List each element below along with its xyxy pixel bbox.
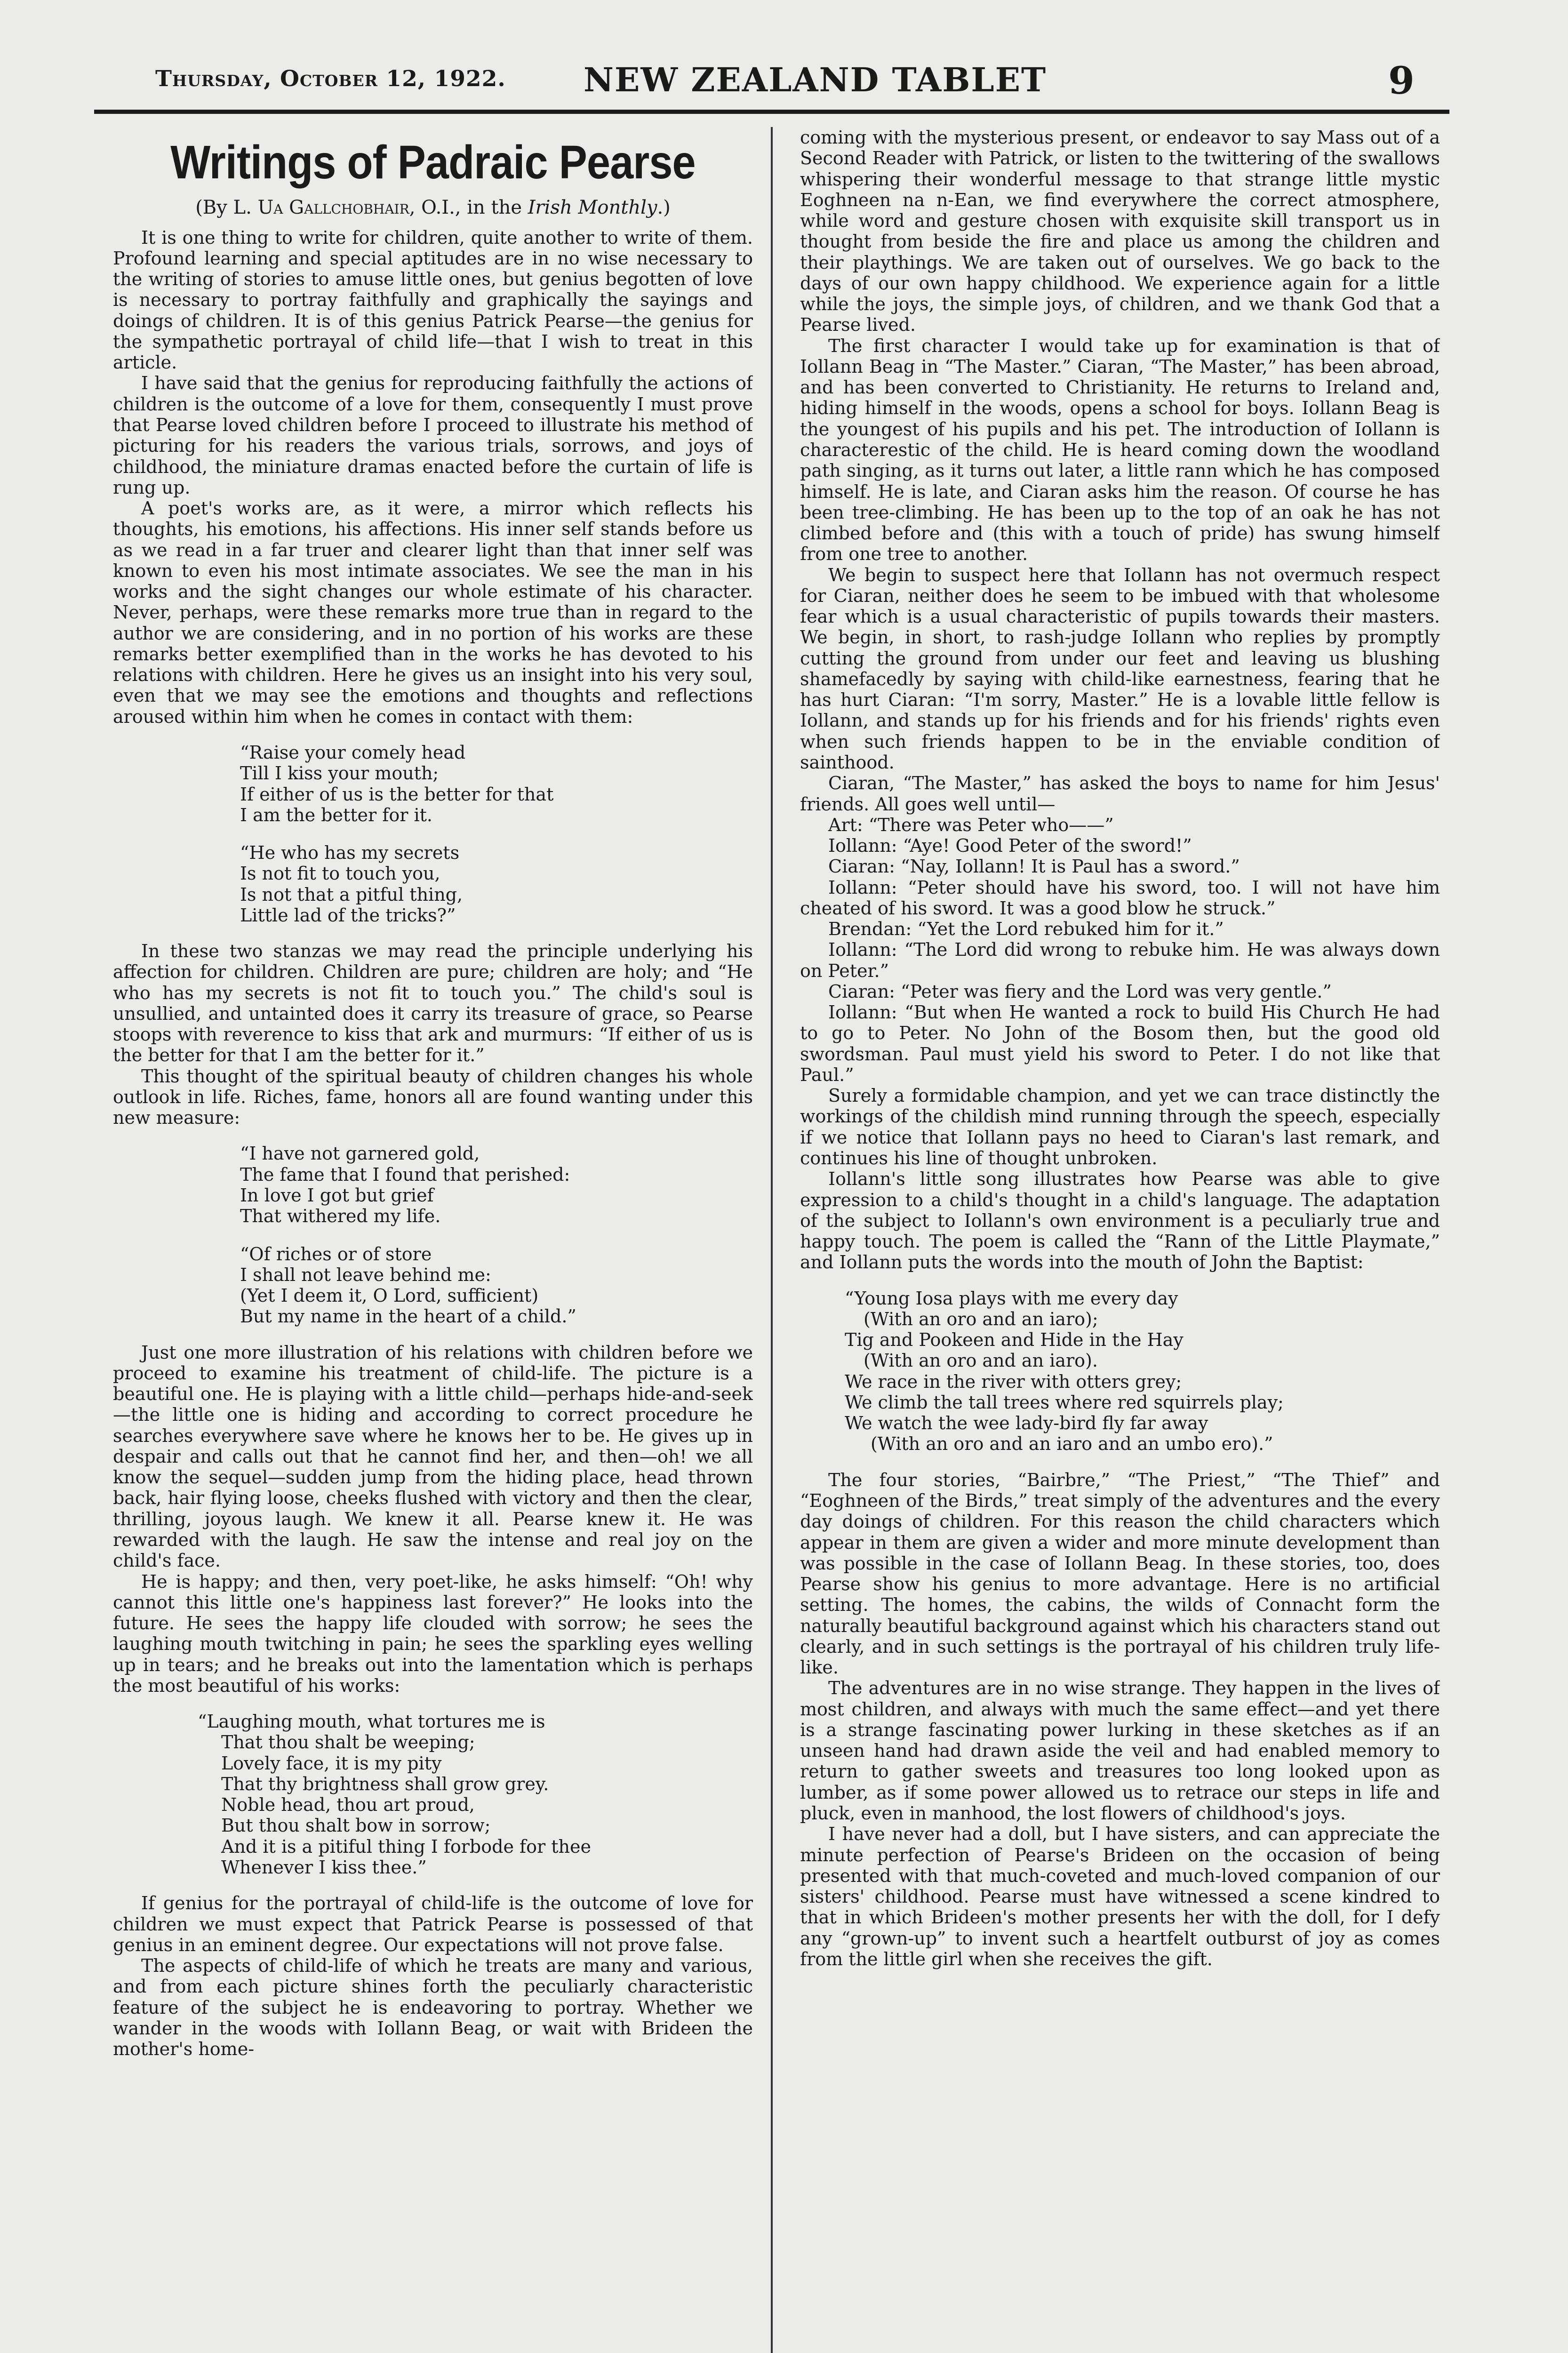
- article-byline: (By L. Ua Gallchobhair, O.I., in the Irish Monthly.): [195, 197, 671, 218]
- poem-raise-your-comely-head: [113, 742, 753, 926]
- article-column-left: [113, 127, 753, 2353]
- paragraph: Ciaran, “The Master,” has asked the boys to name for him Jesus' friends. All goes well until—: [800, 773, 1440, 815]
- dialogue-line: Iollann: “Peter should have his sword, too. I will not have him cheated of his sword. It was a good blow he struck.”: [800, 877, 1440, 919]
- source-publication: Irish Monthly: [528, 197, 657, 218]
- poem-line: Is not that a pitful thing,: [240, 884, 463, 905]
- paragraph: Surely a formidable champion, and yet we can trace distinctly the workings of the childish mind running through the speech, especially if we notice that Iollann pays no heed to Ciaran's last remark, and continues his line of thought unbroken.: [800, 1085, 1440, 1169]
- poem-line: “I have not garnered gold,: [240, 1143, 480, 1164]
- paragraph: In these two stanzas we may read the principle underlying his affection for children. Children are pure; children are holy; and “He who has my secrets is not fit to touch you.” The child's soul is unsullied, and untainted does it carry its treasure of grace, so Pearse stoops with reverence to kiss that ark and murmurs: “If either of us is the better for that I am the better for it.”: [113, 941, 753, 1066]
- poem-line: (With an oro and an iaro).: [864, 1350, 1098, 1371]
- paragraph: The aspects of child-life of which he treats are many and various, and from each picture shines forth the peculiarly characteristic feature of the subject he is endeavoring to portray. Whether we wander in the woods with Iollann Beag, or wait with Brideen the mother's home-: [113, 1955, 753, 2060]
- paragraph: We begin to suspect here that Iollann has not overmuch respect for Ciaran, neither does he seem to be imbued with that wholesome fear which is a usual characteristic of pupils towards their masters. We begin, in short, to rash-judge Iollann who replies by promptly cutting the ground from under our feet and leaving us blushing shamefacedly by saying with child-like earnestness, fearing that he has hurt Ciaran: “I'm sorry, Master.” He is a lovable little fellow is Iollann, and stands up for his friends and for his friends' rights even when such friends happen to be in the enviable condition of sainthood.: [800, 564, 1440, 773]
- poem-line: (Yet I deem it, O Lord, sufficient): [240, 1285, 539, 1306]
- poem-line: We race in the river with otters grey;: [845, 1371, 1182, 1392]
- poem-line: The fame that I found that perished:: [240, 1164, 570, 1185]
- paragraph: He is happy; and then, very poet-like, he asks himself: “Oh! why cannot this little one's happiness last forever?” He looks into the future. He sees the happy life clouded with sorrow; he sees the laughing mouth twitching in pain; he sees the sparkling eyes welling up in tears; and he breaks out into the lamentation which is perhaps the most beautiful of his works:: [113, 1571, 753, 1696]
- poem-line: That thou shalt be weeping;: [221, 1732, 475, 1753]
- article-column-right: [800, 127, 1440, 2353]
- poem-line: That withered my life.: [240, 1206, 441, 1227]
- publication-title: NEW ZEALAND TABLET: [584, 60, 1047, 99]
- paragraph: If genius for the portrayal of child-life is the outcome of love for children we must expect that Patrick Pearse is possessed of that genius in an eminent degree. Our expectations will not prove false.: [113, 1893, 753, 1955]
- poem-line: “Of riches or of store: [240, 1243, 432, 1265]
- poem-line: Is not fit to touch you,: [240, 863, 440, 884]
- poem-stanza: [113, 842, 753, 926]
- article-title: Writings of Padraic Pearse: [170, 136, 696, 189]
- poem-line: And it is a pitiful thing I forbode for thee: [221, 1836, 591, 1857]
- author-name: Ua Gallchobhair: [257, 197, 409, 218]
- page-number: 9: [1388, 58, 1415, 103]
- paragraph: Just one more illustration of his relations with children before we proceed to examine his treatment of child-life. The picture is a beautiful one. He is playing with a little child—perhaps hide-and-seek—the little one is hiding and according to correct procedure he searches everywhere save where he knows her to be. He gives up in despair and calls out that he cannot find her, and then—oh! we all know the sequel—sudden jump from the hiding place, head thrown back, hair flying loose, cheeks flushed with victory and then the clear, thrilling, joyous laugh. We knew it all. Pearse knew it. He was rewarded with the laugh. He saw the intense and real joy on the child's face.: [113, 1342, 753, 1571]
- dialogue-line: Brendan: “Yet the Lord rebuked him for it.”: [828, 919, 1224, 940]
- dialogue-line: Iollann: “The Lord did wrong to rebuke him. He was always down on Peter.”: [800, 939, 1440, 981]
- paragraph: The four stories, “Bairbre,” “The Priest,” “The Thief” and “Eoghneen of the Birds,” treat simply of the adventures and the every day doings of children. For this reason the child characters which appear in them are given a wider and more minute development than was possible in the case of Iollann Beag. In these stories, too, does Pearse show his genius to more advantage. Here is no artificial setting. The homes, the cabins, the wilds of Connacht form the naturally beautiful background against which his characters stand out clearly, and in such settings is the portrayal of his children truly life-like.: [800, 1469, 1440, 1678]
- poem-line: (With an oro and an iaro);: [864, 1308, 1098, 1329]
- poem-laughing-mouth: [113, 1711, 753, 1878]
- poem-line: That thy brightness shall grow grey.: [221, 1773, 549, 1794]
- paragraph: coming with the mysterious present, or endeavor to say Mass out of a Second Reader with Patrick, or listen to the twittering of the swallows whispering their wonderful message to that strange little mystic Eoghneen na n-Ean, we find everywhere the correct atmosphere, while word and gesture chosen with exquisite skill transport us in thought from beside the fire and place us among the children and their playthings. We are taken out of ourselves. We go back to the days of our own happy childhood. We experience again for a little while the joys, the simple joys, of children, and we thank God that a Pearse lived.: [800, 127, 1440, 336]
- poem-line: Tig and Pookeen and Hide in the Hay: [845, 1329, 1184, 1351]
- dialogue-line: Ciaran: “Peter was fiery and the Lord was very gentle.”: [828, 981, 1332, 1002]
- dialogue-line: Iollann: “But when He wanted a rock to build His Church He had to go to Peter. No John of the Bosom then, but the good old swordsman. Paul must yield his sword to Peter. I do not like that Paul.”: [800, 1002, 1440, 1085]
- poem-line: Till I kiss your mouth;: [240, 763, 439, 784]
- poem-line: Lovely face, it is my pity: [221, 1753, 442, 1774]
- poem-line: (With an oro and an iaro and an umbo ero).”: [871, 1433, 1273, 1455]
- paragraph: I have never had a doll, but I have sisters, and can appreciate the minute perfection of Pearse's Brideen on the occasion of being presented with that much-coveted and much-loved companion of our sisters' childhood. Pearse must have witnessed a scene kindred to that in which Brideen's mother presents her with the doll, for I defy any “grown-up” to invent such a heartfelt outburst of joy as comes from the little girl when she receives the gift.: [800, 1824, 1440, 1969]
- paragraph: This thought of the spiritual beauty of children changes his whole outlook in life. Riches, fame, honors all are found wanting under this new measure:: [113, 1065, 753, 1128]
- paragraph: Iollann's little song illustrates how Pearse was able to give expression to a child's thought in a child's language. The adaptation of the subject to Iollann's own environment is a peculiarly true and happy touch. The poem is called the “Rann of the Little Playmate,” and Iollann puts the words into the mouth of John the Baptist:: [800, 1168, 1440, 1273]
- poem-line: But thou shalt bow in sorrow;: [221, 1815, 491, 1836]
- poem-line: “Raise your comely head: [240, 742, 466, 763]
- dialogue-line: Ciaran: “Nay, Iollann! It is Paul has a sword.”: [828, 856, 1240, 877]
- poem-stanza: [113, 1244, 753, 1327]
- paragraph: A poet's works are, as it were, a mirror which reflects his thoughts, his emotions, his affections. His inner self stands before us as we read in a far truer and clearer light than that inner self was known to even his most intimate associates. We see the man in his works and the sight changes our whole estimate of his character. Never, perhaps, were these remarks more true than in regard to the author we are considering, and in no portion of his works are these remarks better exemplified than in the works he has devoted to his relations with children. Here he gives us an insight into his very soul, even that we may see the emotions and thoughts and reflections aroused within him when he comes in contact with them:: [113, 498, 753, 727]
- paragraph: I have said that the genius for reproducing faithfully the actions of children is the outcome of a love for them, consequently I must prove that Pearse loved children before I proceed to illustrate his method of picturing for his readers the various trials, sorrows, and joys of childhood, the miniature dramas enacted before the curtain of life is rung up.: [113, 373, 753, 498]
- poem-line: We climb the tall trees where red squirrels play;: [845, 1392, 1284, 1413]
- poem-stanza: [113, 1143, 753, 1226]
- dialogue-line: Iollann: “Aye! Good Peter of the sword!”: [828, 835, 1192, 856]
- dialogue-line: Art: “There was Peter who——”: [828, 814, 1114, 835]
- column-divider: [771, 127, 773, 2353]
- poem-line: “He who has my secrets: [240, 842, 460, 864]
- issue-date: Thursday, October 12, 1922.: [155, 66, 506, 92]
- poem-line: “Laughing mouth, what tortures me is: [198, 1711, 545, 1732]
- header-rule: [94, 110, 1449, 114]
- poem-line: I shall not leave behind me:: [240, 1264, 491, 1285]
- paragraph: The adventures are in no wise strange. They happen in the lives of most children, and always with much the same effect—and yet there is a strange fascinating power lurking in these sketches as if an unseen hand had drawn aside the veil and had enabled memory to return to gather sweets and treasures too long looked upon as lumber, as if some power allowed us to retrace our steps in life and pluck, even in manhood, the lost flowers of childhood's joys.: [800, 1678, 1440, 1824]
- poem-stanza: [113, 742, 753, 825]
- poem-line: Noble head, thou art proud,: [221, 1794, 475, 1816]
- poem-line: In love I got but grief: [240, 1185, 434, 1206]
- poem-line: But my name in the heart of a child.”: [240, 1306, 576, 1327]
- poem-line: “Young Iosa plays with me every day: [845, 1288, 1178, 1309]
- poem-line: Little lad of the tricks?”: [240, 904, 456, 926]
- poem-i-have-not-garnered-gold: [113, 1143, 753, 1327]
- poem-line: I am the better for it.: [240, 804, 432, 825]
- poem-line: If either of us is the better for that: [240, 784, 554, 805]
- paragraph: It is one thing to write for children, quite another to write of them. Profound learning and special aptitudes are in no wise necessary to the writing of stories to amuse little ones, but genius begotten of love is necessary to portray faithfully and graphically the sayings and doings of children. It is of this genius Patrick Pearse—the genius for the sympathetic portrayal of child life—that I wish to treat in this article.: [113, 227, 753, 373]
- poem-rann-of-the-little-playmate: [800, 1288, 1440, 1455]
- poem-line: Whenever I kiss thee.”: [221, 1857, 427, 1878]
- paragraph: The first character I would take up for examination is that of Iollann Beag in “The Master.” Ciaran, “The Master,” has been abroad, and has been converted to Christianity. He returns to Ireland and, hiding himself in the woods, opens a school for boys. Iollann Beag is the youngest of his pupils and his pet. The introduction of Iollann is characterestic of the child. He is heard coming down the woodland path singing, as it turns out later, a little rann which he has composed himself. He is late, and Ciaran asks him the reason. Of course he has been tree-climbing. He has been up to the top of an oak he has not climbed before and (this with a touch of pride) has swung himself from one tree to another.: [800, 335, 1440, 565]
- poem-line: We watch the wee lady-bird fly far away: [845, 1413, 1208, 1434]
